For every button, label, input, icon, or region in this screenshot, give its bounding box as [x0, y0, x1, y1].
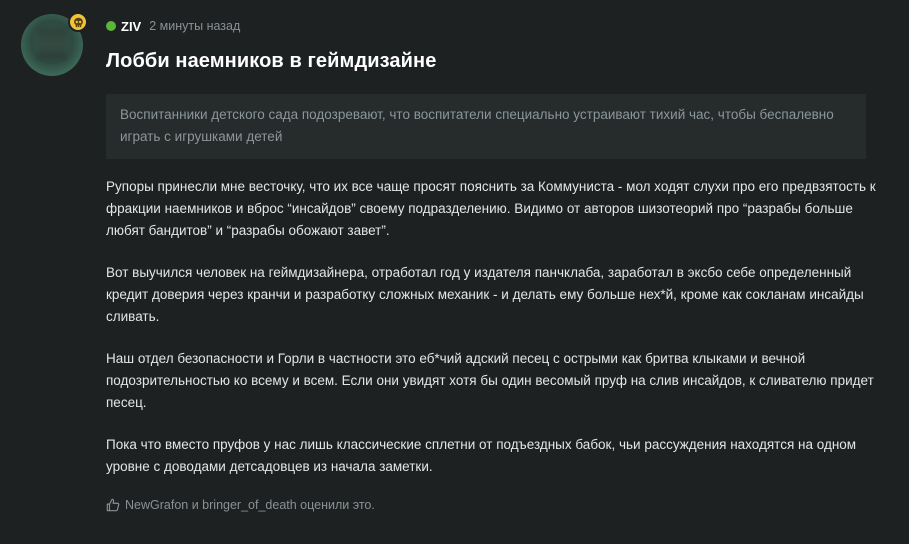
avatar-container[interactable]	[21, 14, 83, 76]
avatar-image	[37, 28, 67, 60]
post-paragraph: Вот выучился человек на геймдизайнера, отработал год у издателя панчклаба, заработал в эксбо себе определенный кредит доверия через кранчи и разработку сложных механик - и делать ему больше нех*й, кроме как сокланам инсайды сливать.	[106, 265, 864, 324]
likes-conjunction: и	[188, 498, 203, 512]
post-title[interactable]: Лобби наемников в геймдизайне	[106, 50, 437, 72]
online-status-icon	[106, 21, 116, 31]
skull-icon	[68, 12, 88, 32]
post-paragraph: Наш отдел безопасности и Горли в частности это еб*чий адский песец с острыми как бритва клыками и вечной подозрительностью ко всему и всем. Если они увидят хотя бы один весомый пруф на слив инсайдов, к сливателю придет песец.	[106, 351, 874, 410]
post-paragraph: Пока что вместо пруфов у нас лишь классические сплетни от подъездных бабок, чьи рассуждения находятся на одном уровне с доводами детсадовцев из начала заметки.	[106, 437, 857, 474]
post-paragraph: Рупоры принесли мне весточку, что их все чаще просят пояснить за Коммуниста - мол ходят слухи про его предвзятость к фракции наемников и вброс “инсайдов” своему подразделению. Видимо от авторов шизотеорий про “разрабы больше любят бандитов” и “разрабы обожают завет”.	[106, 179, 876, 238]
liker-link[interactable]: bringer_of_death	[202, 498, 297, 512]
thumbs-up-icon[interactable]	[106, 498, 120, 512]
post-time[interactable]: 2 минуты назад	[149, 19, 241, 33]
post-body	[106, 176, 876, 498]
liker-link[interactable]: NewGrafon	[125, 498, 189, 512]
likes-suffix: оценили это.	[296, 498, 375, 512]
author-name[interactable]: ZIV	[121, 18, 142, 34]
post-quote: Воспитанники детского сада подозревают, что воспитатели специально устраивают тихий час, чтобы беспалевно играть с игрушками детей	[106, 94, 866, 159]
likes-row	[106, 498, 375, 512]
post-meta	[106, 17, 240, 35]
